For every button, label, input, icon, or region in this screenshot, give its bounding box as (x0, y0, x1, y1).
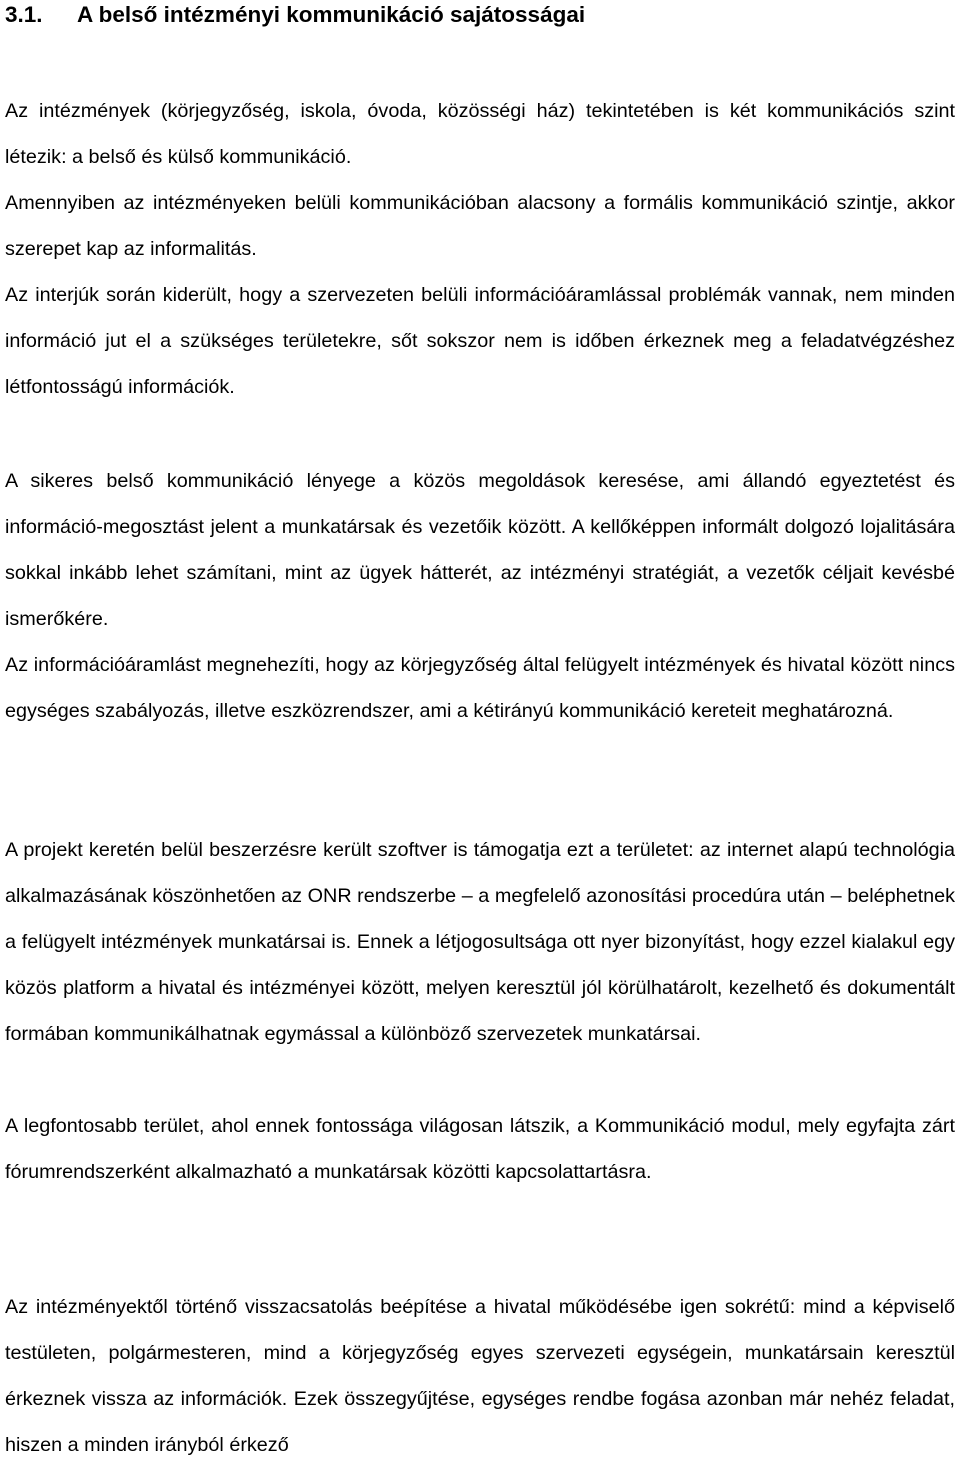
section-title: A belső intézményi kommunikáció sajátosságai (77, 2, 586, 27)
section-number: 3.1. (5, 2, 43, 27)
paragraph: Az intézmények (körjegyzőség, iskola, óvoda, közösségi ház) tekintetében is két kommunikációs szint létezik: a belső és külső kommunikáció. (5, 100, 955, 168)
paragraph: A legfontosabb terület, ahol ennek fontossága világosan látszik, a Kommunikáció modul, mely egyfajta zárt fórumrendszerként alkalmazható a munkatársak közötti kapcsolattartásra. (5, 1115, 955, 1183)
paragraph: Az interjúk során kiderült, hogy a szervezeten belüli információáramlással problémák vannak, nem minden információ jut el a szükséges területekre, sőt sokszor nem is időben érkeznek meg a feladatvégzéshez létfontosságú információk. (5, 284, 955, 398)
paragraph: A sikeres belső kommunikáció lényege a közös megoldások keresése, ami állandó egyeztetést és információ-megosztást jelent a munkatársak és vezetőik között. A kellőképpen informált dolgozó lojalitására sokkal inkább lehet számítani, mint az ügyek hátterét, az intézményi stratégiát, a vezetők céljait kevésbé ismerőkére. (5, 470, 955, 630)
section-heading (5, 0, 585, 30)
paragraph: A projekt keretén belül beszerzésre került szoftver is támogatja ezt a területet: az internet alapú technológia alkalmazásának köszönhetően az ONR rendszerbe – a megfelelő azonosítási procedúra után – beléphetnek a felügyelt intézmények munkatársai is. Ennek a létjogosultsága ott nyer bizonyítást, hogy ezzel kialakul egy közös platform a hivatal és intézményei között, melyen keresztül jól körülhatárolt, kezelhető és dokumentált formában kommunikálhatnak egymással a különböző szervezetek munkatársai. (5, 839, 955, 1045)
paragraph: Az intézményektől történő visszacsatolás beépítése a hivatal működésébe igen sokrétű: mind a képviselő testületen, polgármesteren, mind a körjegyzőség egyes szervezeti egységein, munkatársain keresztül érkeznek vissza az információk. Ezek összegyűjtése, egységes rendbe fogása azonban már nehéz feladat, hiszen a minden irányból érkező (5, 1296, 955, 1456)
paragraph: Amennyiben az intézményeken belüli kommunikációban alacsony a formális kommunikáció szintje, akkor szerepet kap az informalitás. (5, 192, 955, 260)
paragraph: Az információáramlást megnehezíti, hogy az körjegyzőség által felügyelt intézmények és hivatal között nincs egységes szabályozás, illetve eszközrendszer, ami a kétirányú kommunikáció kereteit meghatározná. (5, 654, 955, 722)
